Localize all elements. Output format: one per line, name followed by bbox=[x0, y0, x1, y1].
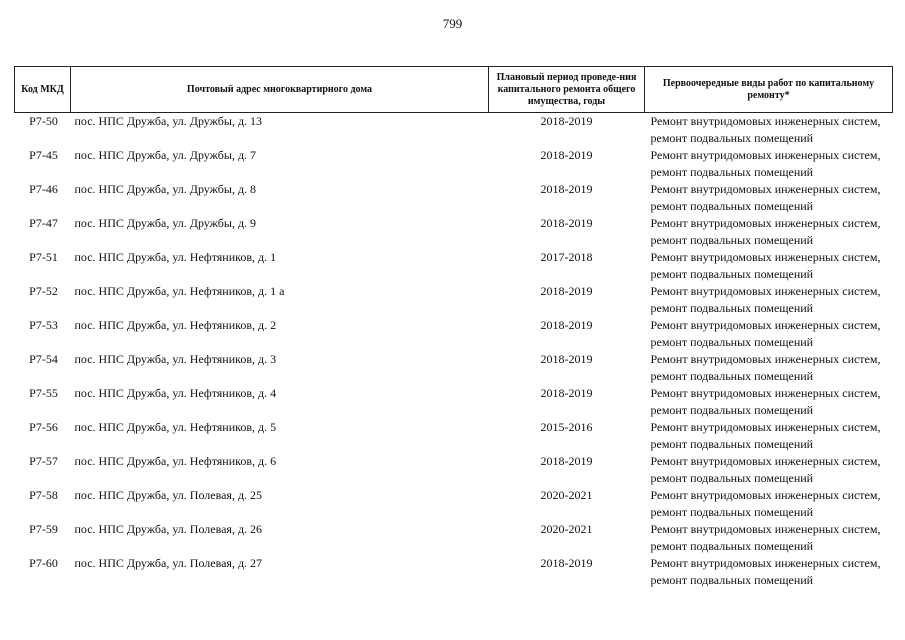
cell-postal-address: пос. НПС Дружба, ул. Нефтяников, д. 5 bbox=[74, 420, 277, 434]
table-row bbox=[15, 487, 893, 521]
header-period: Плановый период проведе-ния капитального ремонта общего имущества, годы bbox=[489, 67, 645, 113]
cell-priority-works bbox=[645, 555, 893, 589]
cell-mkd-code: Р7-58 bbox=[29, 488, 58, 502]
cell-postal-address: пос. НПС Дружба, ул. Нефтяников, д. 3 bbox=[74, 352, 277, 366]
works-line-1: Ремонт внутридомовых инженерных систем, bbox=[650, 250, 881, 264]
works-line-1: Ремонт внутридомовых инженерных систем, bbox=[650, 522, 881, 536]
table-body bbox=[15, 113, 893, 590]
cell-postal-address: пос. НПС Дружба, ул. Полевая, д. 27 bbox=[74, 556, 263, 570]
cell-repair-period: 2020-2021 bbox=[540, 522, 593, 536]
table-row bbox=[15, 351, 893, 385]
cell-postal-address: пос. НПС Дружба, ул. Полевая, д. 25 bbox=[74, 488, 263, 502]
works-line-2: ремонт подвальных помещений bbox=[650, 573, 814, 587]
works-line-2: ремонт подвальных помещений bbox=[650, 471, 814, 485]
header-code: Код МКД bbox=[15, 67, 71, 113]
cell-priority-works bbox=[645, 419, 893, 453]
works-line-2: ремонт подвальных помещений bbox=[650, 335, 814, 349]
cell-repair-period: 2018-2019 bbox=[540, 148, 593, 162]
header-row bbox=[15, 67, 893, 113]
cell-priority-works bbox=[645, 317, 893, 351]
works-line-1: Ремонт внутридомовых инженерных систем, bbox=[650, 318, 881, 332]
table-row bbox=[15, 283, 893, 317]
cell-priority-works bbox=[645, 147, 893, 181]
header-address: Почтовый адрес многоквартирного дома bbox=[71, 67, 489, 113]
works-line-1: Ремонт внутридомовых инженерных систем, bbox=[650, 114, 881, 128]
works-line-1: Ремонт внутридомовых инженерных систем, bbox=[650, 352, 881, 366]
works-line-1: Ремонт внутридомовых инженерных систем, bbox=[650, 148, 881, 162]
cell-repair-period: 2018-2019 bbox=[540, 454, 593, 468]
works-line-1: Ремонт внутридомовых инженерных систем, bbox=[650, 556, 881, 570]
cell-repair-period: 2018-2019 bbox=[540, 182, 593, 196]
table-row bbox=[15, 555, 893, 589]
works-line-1: Ремонт внутридомовых инженерных систем, bbox=[650, 182, 881, 196]
works-line-2: ремонт подвальных помещений bbox=[650, 437, 814, 451]
cell-priority-works bbox=[645, 453, 893, 487]
works-line-2: ремонт подвальных помещений bbox=[650, 403, 814, 417]
cell-mkd-code: Р7-53 bbox=[29, 318, 58, 332]
cell-mkd-code: Р7-59 bbox=[29, 522, 58, 536]
works-line-2: ремонт подвальных помещений bbox=[650, 505, 814, 519]
table-row bbox=[15, 249, 893, 283]
table-row bbox=[15, 453, 893, 487]
works-line-1: Ремонт внутридомовых инженерных систем, bbox=[650, 488, 881, 502]
cell-postal-address: пос. НПС Дружба, ул. Нефтяников, д. 4 bbox=[74, 386, 277, 400]
cell-postal-address: пос. НПС Дружба, ул. Нефтяников, д. 2 bbox=[74, 318, 277, 332]
cell-mkd-code: Р7-45 bbox=[29, 148, 58, 162]
cell-mkd-code: Р7-51 bbox=[29, 250, 58, 264]
cell-mkd-code: Р7-60 bbox=[29, 556, 58, 570]
cell-repair-period: 2018-2019 bbox=[540, 318, 593, 332]
cell-mkd-code: Р7-47 bbox=[29, 216, 58, 230]
header-works: Первоочередные виды работ по капитальному ремонту* bbox=[645, 67, 893, 113]
cell-postal-address: пос. НПС Дружба, ул. Нефтяников, д. 1 bbox=[74, 250, 277, 264]
works-line-1: Ремонт внутридомовых инженерных систем, bbox=[650, 216, 881, 230]
cell-mkd-code: Р7-54 bbox=[29, 352, 58, 366]
cell-repair-period: 2017-2018 bbox=[540, 250, 593, 264]
works-line-2: ремонт подвальных помещений bbox=[650, 369, 814, 383]
works-line-2: ремонт подвальных помещений bbox=[650, 165, 814, 179]
works-line-2: ремонт подвальных помещений bbox=[650, 233, 814, 247]
cell-repair-period: 2018-2019 bbox=[540, 386, 593, 400]
capital-repair-table bbox=[14, 66, 893, 589]
cell-mkd-code: Р7-55 bbox=[29, 386, 58, 400]
cell-repair-period: 2018-2019 bbox=[540, 216, 593, 230]
cell-repair-period: 2018-2019 bbox=[540, 352, 593, 366]
cell-postal-address: пос. НПС Дружба, ул. Нефтяников, д. 6 bbox=[74, 454, 277, 468]
table-row bbox=[15, 385, 893, 419]
cell-priority-works bbox=[645, 113, 893, 148]
table-row bbox=[15, 181, 893, 215]
works-line-1: Ремонт внутридомовых инженерных систем, bbox=[650, 420, 881, 434]
works-line-1: Ремонт внутридомовых инженерных систем, bbox=[650, 386, 881, 400]
cell-postal-address: пос. НПС Дружба, ул. Нефтяников, д. 1 а bbox=[74, 284, 285, 298]
cell-priority-works bbox=[645, 249, 893, 283]
cell-repair-period: 2020-2021 bbox=[540, 488, 593, 502]
cell-mkd-code: Р7-56 bbox=[29, 420, 58, 434]
page-number: 799 bbox=[442, 16, 463, 31]
works-line-2: ремонт подвальных помещений bbox=[650, 539, 814, 553]
cell-postal-address: пос. НПС Дружба, ул. Дружбы, д. 13 bbox=[74, 114, 263, 128]
cell-postal-address: пос. НПС Дружба, ул. Дружбы, д. 7 bbox=[74, 148, 257, 162]
table-header bbox=[15, 67, 893, 113]
cell-postal-address: пос. НПС Дружба, ул. Дружбы, д. 8 bbox=[74, 182, 257, 196]
cell-repair-period: 2018-2019 bbox=[540, 556, 593, 570]
table-row bbox=[15, 521, 893, 555]
table-row bbox=[15, 317, 893, 351]
cell-priority-works bbox=[645, 385, 893, 419]
cell-repair-period: 2015-2016 bbox=[540, 420, 593, 434]
table-row bbox=[15, 113, 893, 148]
cell-priority-works bbox=[645, 521, 893, 555]
cell-postal-address: пос. НПС Дружба, ул. Дружбы, д. 9 bbox=[74, 216, 257, 230]
table-row bbox=[15, 419, 893, 453]
cell-postal-address: пос. НПС Дружба, ул. Полевая, д. 26 bbox=[74, 522, 263, 536]
cell-priority-works bbox=[645, 181, 893, 215]
table-row bbox=[15, 147, 893, 181]
cell-priority-works bbox=[645, 351, 893, 385]
works-line-1: Ремонт внутридомовых инженерных систем, bbox=[650, 284, 881, 298]
cell-mkd-code: Р7-52 bbox=[29, 284, 58, 298]
works-line-1: Ремонт внутридомовых инженерных систем, bbox=[650, 454, 881, 468]
cell-priority-works bbox=[645, 487, 893, 521]
works-line-2: ремонт подвальных помещений bbox=[650, 131, 814, 145]
cell-priority-works bbox=[645, 283, 893, 317]
works-line-2: ремонт подвальных помещений bbox=[650, 267, 814, 281]
cell-repair-period: 2018-2019 bbox=[540, 284, 593, 298]
works-line-2: ремонт подвальных помещений bbox=[650, 301, 814, 315]
table-row bbox=[15, 215, 893, 249]
cell-priority-works bbox=[645, 215, 893, 249]
cell-repair-period: 2018-2019 bbox=[540, 114, 593, 128]
cell-mkd-code: Р7-50 bbox=[29, 114, 58, 128]
works-line-2: ремонт подвальных помещений bbox=[650, 199, 814, 213]
cell-mkd-code: Р7-46 bbox=[29, 182, 58, 196]
cell-mkd-code: Р7-57 bbox=[29, 454, 58, 468]
